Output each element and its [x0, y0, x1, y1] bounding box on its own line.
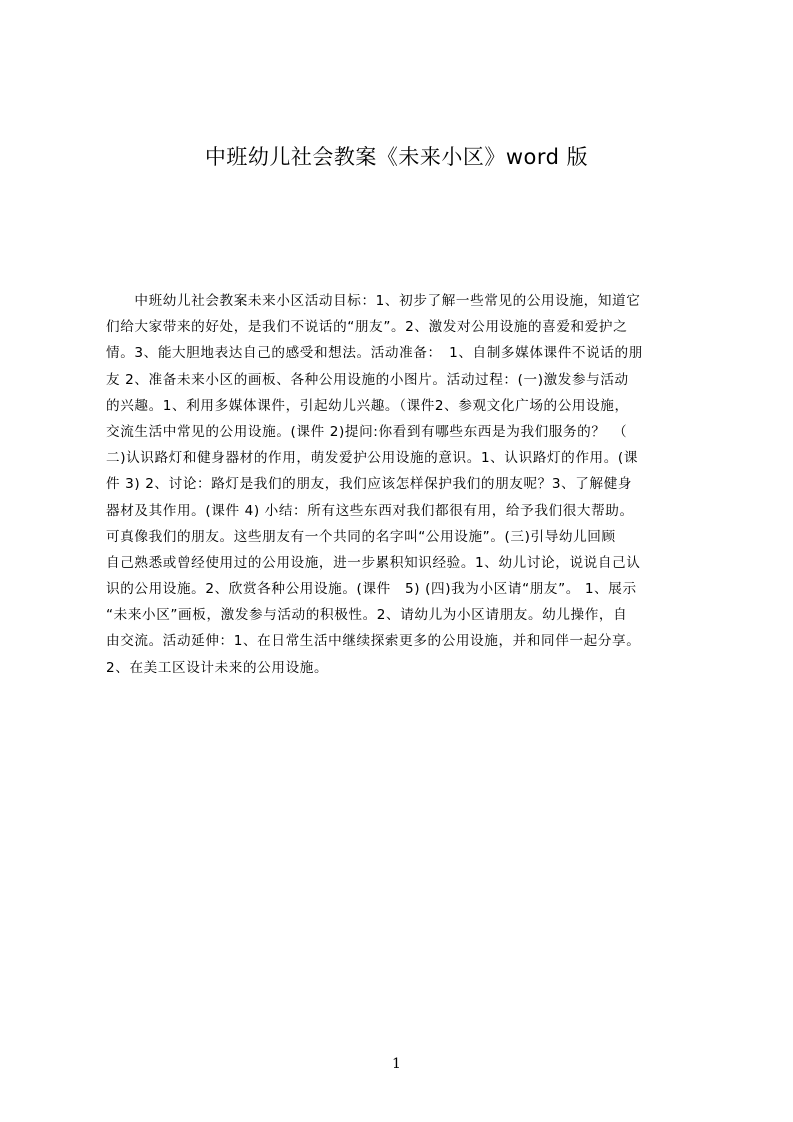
body-line: 们给大家带来的好处，是我们不说话的“朋友”。2、激发对公用设施的喜爱和爱护之	[106, 319, 628, 336]
body-line: 中班幼儿社会教案未来小区活动目标：1、初步了解一些常见的公用设施，知道它	[106, 293, 641, 309]
document-title: 中班幼儿社会教案《未来小区》word 版	[204, 145, 589, 169]
body-line: “未来小区”画板，激发参与活动的积极性。2、请幼儿为小区请朋友。幼儿操作，自	[106, 607, 628, 624]
body-line: 可真像我们的朋友。这些朋友有一个共同的名字叫“公用设施”。(三)引导幼儿回顾	[106, 528, 616, 545]
body-line: 自己熟悉或曾经使用过的公用设施，进一步累积知识经验。1、幼儿讨论，说说自己认	[106, 554, 641, 571]
body-line: 二)认识路灯和健身器材的作用，萌发爱护公用设施的意识。1、认识路灯的作用。(课	[106, 450, 639, 467]
document-body	[106, 288, 702, 681]
body-line: 件 3) 2、讨论：路灯是我们的朋友，我们应该怎样保护我们的朋友呢？3、了解健身	[106, 476, 633, 493]
body-line: 2、在美工区设计未来的公用设施。	[106, 659, 329, 676]
body-line: 友 2、准备未来小区的画板、各种公用设施的小图片。活动过程：(一)激发参与活动	[106, 371, 629, 388]
body-line: 交流生活中常见的公用设施。(课件 2)提问:你看到有哪些东西是为我们服务的？ （	[106, 423, 628, 440]
body-line: 的兴趣。1、利用多媒体课件，引起幼儿兴趣。（课件2、参观文化广场的公用设施，	[106, 397, 629, 414]
body-line: 器材及其作用。(课件 4) 小结：所有这些东西对我们都很有用，给予我们很大帮助。	[106, 502, 634, 519]
body-line: 由交流。活动延伸：1、在日常生活中继续探索更多的公用设施，并和同伴一起分享。	[106, 633, 641, 650]
body-line: 识的公用设施。2、欣赏各种公用设施。(课件 5) (四)我为小区请“朋友”。 1、展示	[106, 581, 637, 598]
page-number: 1	[392, 1056, 401, 1072]
body-line: 情。3、能大胆地表达自己的感受和想法。活动准备： 1、自制多媒体课件不说话的朋	[106, 345, 643, 362]
